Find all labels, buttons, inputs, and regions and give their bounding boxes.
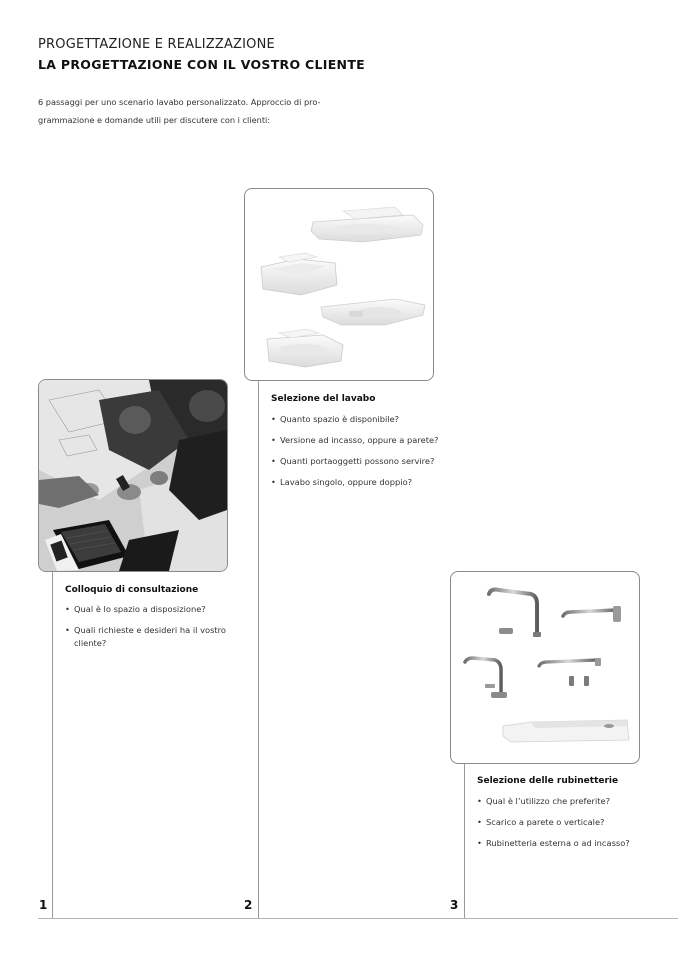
washbasin-box bbox=[261, 253, 337, 295]
step-3-heading: Selezione delle rubinetterie bbox=[477, 776, 619, 786]
list-item: • Lavabo singolo, oppure doppio? bbox=[271, 476, 443, 489]
step-2-line bbox=[258, 352, 259, 918]
timeline-baseline bbox=[38, 918, 678, 919]
list-item: • Versione ad incasso, oppure a parete? bbox=[271, 434, 443, 447]
faucets-image bbox=[451, 572, 639, 763]
list-item: • Quanti portaoggetti possono servire? bbox=[271, 455, 443, 468]
intro-line-2: grammazione e domande utili per discutere con i clienti: bbox=[38, 115, 271, 125]
step-2-number: 2 bbox=[244, 898, 253, 912]
consultation-photo bbox=[39, 380, 227, 571]
step-1-questions bbox=[65, 603, 235, 658]
step-2-questions bbox=[271, 413, 443, 497]
intro-line-1: 6 passaggi per uno scenario lavabo personalizzato. Approccio di pro- bbox=[38, 97, 321, 107]
list-item: • Rubinetteria esterna o ad incasso? bbox=[477, 837, 657, 850]
step-1-number: 1 bbox=[39, 898, 48, 912]
list-item: • Scarico a parete o verticale? bbox=[477, 816, 657, 829]
washbasin-wide bbox=[311, 207, 423, 242]
step-1-heading: Colloquio di consultazione bbox=[65, 585, 199, 595]
step-3-questions bbox=[477, 795, 657, 858]
list-item: • Qual è l’utilizzo che preferite? bbox=[477, 795, 657, 808]
washbasins-image bbox=[245, 189, 433, 380]
section-kicker: PROGETTAZIONE E REALIZZAZIONE bbox=[38, 37, 275, 52]
list-item: • Quanto spazio è disponibile? bbox=[271, 413, 443, 426]
faucet-tall bbox=[489, 590, 537, 635]
washbasin-corner bbox=[267, 329, 343, 367]
faucet-wall-spout bbox=[563, 610, 617, 616]
step-3-image-card bbox=[450, 571, 640, 764]
list-item: • Qual è lo spazio a disposizione? bbox=[65, 603, 235, 616]
step-1-image-card bbox=[38, 379, 228, 572]
washbasin-flat bbox=[321, 299, 425, 325]
page-title: LA PROGETTAZIONE CON IL VOSTRO CLIENTE bbox=[38, 57, 365, 72]
step-1-line bbox=[52, 545, 53, 918]
faucet-wall-spout-2 bbox=[539, 660, 597, 666]
faucet-gooseneck bbox=[465, 658, 501, 694]
step-2-image-card bbox=[244, 188, 434, 381]
step-2-heading: Selezione del lavabo bbox=[271, 394, 376, 404]
intro-text bbox=[38, 93, 348, 129]
list-item: • Quali richieste e desideri ha il vostro cliente? bbox=[65, 624, 235, 650]
step-3-number: 3 bbox=[450, 898, 459, 912]
